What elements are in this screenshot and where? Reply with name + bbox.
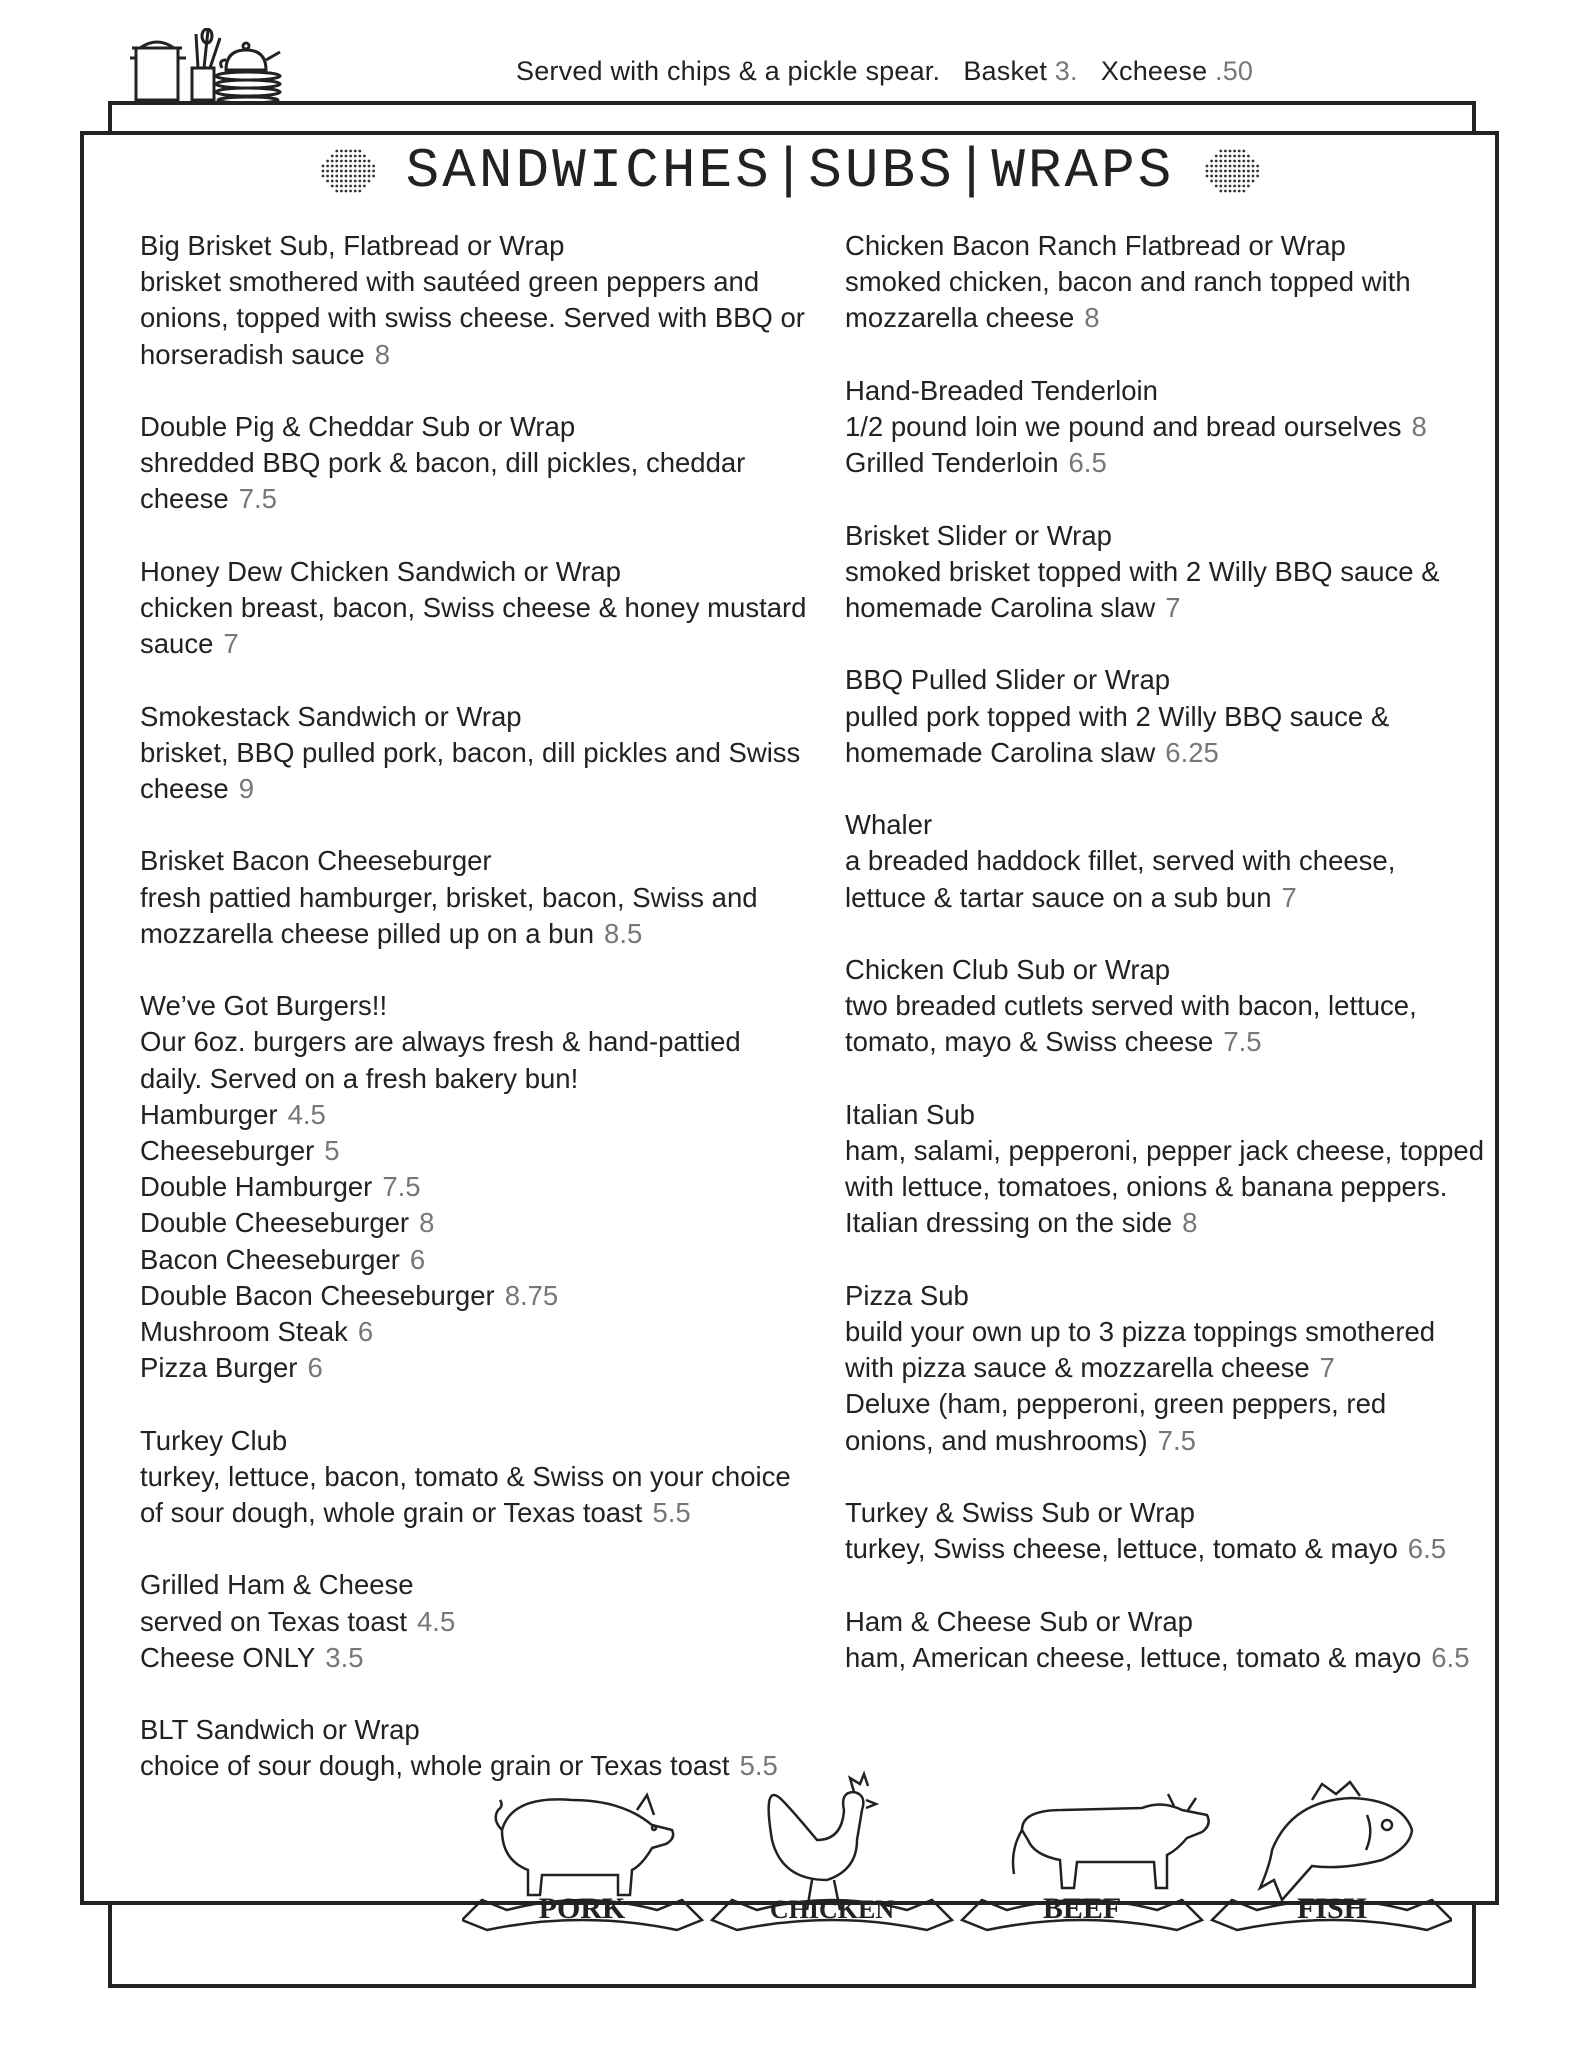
menu-item-line <box>140 300 805 336</box>
menu-text: Our 6oz. burgers are always fresh & hand-pattied <box>140 1026 741 1058</box>
menu-item-line <box>845 1386 1465 1422</box>
menu-price: 7 <box>1165 592 1181 623</box>
right-menu-column <box>845 228 1485 1712</box>
menu-item-line <box>845 554 1465 590</box>
menu-item <box>845 518 1465 627</box>
menu-item-line <box>845 843 1465 879</box>
banner-pork: PORK <box>538 1892 626 1925</box>
menu-item-line <box>140 1133 800 1169</box>
menu-item-line <box>140 337 800 373</box>
menu-price: 4.5 <box>287 1098 326 1130</box>
menu-price: 9 <box>238 773 254 804</box>
menu-price: 8 <box>1411 411 1427 442</box>
menu-item-line <box>140 1640 800 1676</box>
menu-text: a breaded haddock fillet, served with cheese, <box>845 845 1396 877</box>
menu-text: onions, and mushrooms) <box>845 1424 1148 1456</box>
menu-item <box>845 1495 1465 1567</box>
menu-text: turkey, Swiss cheese, lettuce, tomato & mayo <box>845 1533 1398 1565</box>
menu-price: 7.5 <box>382 1171 421 1203</box>
menu-item-line <box>140 1242 800 1278</box>
menu-item-title <box>845 662 1465 698</box>
basket-label: Basket <box>963 56 1048 86</box>
menu-text: with lettuce, tomatoes, onions & banana peppers. <box>845 1171 1448 1203</box>
menu-text: mozzarella cheese <box>845 302 1075 334</box>
menu-text: Brisket Bacon Cheeseburger <box>140 845 492 877</box>
menu-text: smoked chicken, bacon and ranch topped with <box>845 266 1411 298</box>
menu-text: Italian dressing on the side <box>845 1207 1173 1239</box>
menu-text: BLT Sandwich or Wrap <box>140 1714 420 1746</box>
menu-item-title <box>140 554 800 590</box>
pig-icon <box>496 1795 673 1895</box>
menu-item <box>140 409 800 518</box>
menu-text: Cheese ONLY <box>140 1641 316 1673</box>
menu-text: served on Texas toast <box>140 1605 408 1637</box>
menu-text: brisket smothered with sautéed green peppers and <box>140 266 760 298</box>
kitchen-utensils-icon <box>130 28 310 104</box>
menu-item-line <box>845 699 1465 735</box>
menu-item-title <box>140 1712 800 1748</box>
fish-icon <box>1260 1782 1412 1900</box>
menu-text: Grilled Tenderloin <box>845 447 1059 479</box>
menu-item-title <box>845 807 1465 843</box>
menu-item <box>845 1604 1470 1676</box>
menu-text: BBQ Pulled Slider or Wrap <box>845 664 1171 696</box>
menu-text: chicken breast, bacon, Swiss cheese & honey mustard <box>140 592 807 623</box>
menu-price: 8 <box>1182 1207 1198 1239</box>
menu-item <box>845 228 1465 337</box>
chips-note: Served with chips & a pickle spear. <box>516 56 941 86</box>
menu-text: sauce <box>140 628 214 660</box>
menu-item-line <box>140 735 800 771</box>
menu-item-title <box>140 1567 800 1603</box>
xcheese-label: Xcheese <box>1100 56 1208 86</box>
menu-text: Turkey & Swiss Sub or Wrap <box>845 1496 1195 1528</box>
menu-text: We’ve Got Burgers!! <box>140 990 388 1022</box>
menu-item-line <box>140 1024 800 1060</box>
menu-item-line <box>845 1350 1465 1386</box>
menu-item-title <box>140 843 800 879</box>
menu-text: Brisket Slider or Wrap <box>845 519 1112 551</box>
menu-item-line <box>140 1169 800 1205</box>
menu-item-line <box>140 626 800 662</box>
menu-item-line <box>845 735 1465 771</box>
menu-item-line <box>140 916 800 952</box>
menu-item-line <box>845 264 1465 300</box>
menu-item <box>845 1097 1485 1242</box>
menu-price: 8.75 <box>504 1279 559 1311</box>
menu-price: 6 <box>307 1352 323 1384</box>
menu-text: lettuce & tartar sauce on a sub bun <box>845 881 1272 913</box>
menu-text: Cheeseburger <box>140 1135 315 1166</box>
menu-item-line <box>845 1531 1465 1567</box>
menu-price: 5 <box>324 1135 340 1166</box>
menu-price: 8.5 <box>604 917 643 949</box>
menu-text: homemade Carolina slaw <box>845 736 1156 768</box>
menu-price: 6.5 <box>1407 1533 1447 1565</box>
menu-item-line <box>845 1314 1465 1350</box>
menu-price: 7 <box>223 628 239 660</box>
menu-item-line <box>845 409 1465 445</box>
menu-item <box>845 952 1465 1061</box>
menu-text: build your own up to 3 pizza toppings smothered <box>845 1315 1436 1347</box>
menu-item <box>140 843 800 952</box>
menu-text: homemade Carolina slaw <box>845 592 1156 623</box>
menu-item-title <box>845 1604 1465 1640</box>
menu-price: 4.5 <box>417 1605 456 1637</box>
menu-text: fresh pattied hamburger, brisket, bacon, Swiss and <box>140 881 758 913</box>
menu-price: 6.5 <box>1431 1641 1470 1673</box>
menu-item <box>140 1567 800 1676</box>
menu-item-line <box>845 1133 1485 1169</box>
menu-text: Smokestack Sandwich or Wrap <box>140 700 522 732</box>
menu-price: 7.5 <box>1223 1026 1262 1058</box>
menu-text: horseradish sauce <box>140 338 365 370</box>
menu-price: 7 <box>1281 881 1297 913</box>
menu-text: brisket, BBQ pulled pork, bacon, dill pickles and Swiss <box>140 736 801 768</box>
menu-item-line <box>140 880 800 916</box>
menu-item-title <box>140 228 800 264</box>
animal-banners <box>462 1770 1452 1950</box>
menu-item-line <box>140 1061 800 1097</box>
menu-text: smoked brisket topped with 2 Willy BBQ sauce & <box>845 555 1440 587</box>
menu-text: cheese <box>140 773 229 804</box>
menu-item-line <box>845 880 1465 916</box>
menu-price: 7.5 <box>1157 1424 1196 1456</box>
menu-item-line <box>140 771 800 807</box>
menu-item-title <box>845 518 1465 554</box>
menu-item-line <box>845 300 1465 336</box>
menu-text: Double Hamburger <box>140 1171 373 1203</box>
menu-text: cheese <box>140 483 229 515</box>
menu-price: 8 <box>374 338 391 370</box>
menu-text: Italian Sub <box>845 1098 975 1130</box>
menu-price: 7 <box>1319 1352 1335 1384</box>
menu-item-title <box>140 1423 800 1459</box>
menu-text: two breaded cutlets served with bacon, lettuce, <box>845 990 1417 1022</box>
menu-text: tomato, mayo & Swiss cheese <box>845 1026 1214 1058</box>
menu-text: Mushroom Steak <box>140 1316 348 1348</box>
menu-price: 6 <box>357 1316 374 1348</box>
menu-text: shredded BBQ pork & bacon, dill pickles, cheddar <box>140 447 746 479</box>
menu-price: 8 <box>1084 302 1100 334</box>
menu-price: 8 <box>419 1207 435 1239</box>
menu-item-line <box>140 1459 800 1495</box>
xcheese-price: .50 <box>1215 56 1254 86</box>
menu-text: Chicken Club Sub or Wrap <box>845 953 1171 985</box>
menu-item <box>140 988 800 1386</box>
left-menu-column <box>140 228 807 1821</box>
menu-item-title <box>845 228 1465 264</box>
menu-price: 7.5 <box>238 483 277 515</box>
menu-price: 3.5 <box>325 1641 364 1673</box>
rooster-icon <box>769 1774 876 1910</box>
menu-text: Whaler <box>845 809 933 841</box>
menu-item-title <box>140 988 800 1024</box>
menu-text: ham, American cheese, lettuce, tomato & mayo <box>845 1641 1422 1673</box>
menu-text: Double Cheeseburger <box>140 1207 410 1239</box>
menu-item-line <box>140 264 800 300</box>
menu-item <box>140 228 805 373</box>
menu-item-line <box>140 1278 800 1314</box>
menu-text: choice of sour dough, whole grain or Texas toast <box>140 1750 730 1782</box>
menu-text: Hamburger <box>140 1098 278 1130</box>
menu-text: Bacon Cheeseburger <box>140 1243 400 1275</box>
menu-text: pulled pork topped with 2 Willy BBQ sauce & <box>845 700 1390 732</box>
menu-item-title <box>140 409 800 445</box>
menu-text: Ham & Cheese Sub or Wrap <box>845 1605 1193 1637</box>
serving-note <box>516 56 1253 87</box>
menu-text: Double Bacon Cheeseburger <box>140 1279 495 1311</box>
menu-price: 6.5 <box>1068 447 1107 479</box>
menu-item <box>845 373 1465 482</box>
menu-text: Pizza Sub <box>845 1279 969 1311</box>
menu-text: with pizza sauce & mozzarella cheese <box>845 1352 1310 1384</box>
menu-item-title <box>845 1097 1465 1133</box>
menu-item-line <box>845 1024 1465 1060</box>
menu-item-title <box>845 1495 1465 1531</box>
menu-text: Big Brisket Sub, Flatbread or Wrap <box>140 230 565 261</box>
menu-item <box>140 1423 800 1532</box>
banner-fish: FISH <box>1296 1892 1368 1925</box>
menu-item-line <box>845 988 1465 1024</box>
menu-item-line <box>845 590 1465 626</box>
menu-text: Chicken Bacon Ranch Flatbread or Wrap <box>845 230 1346 261</box>
menu-item-line <box>140 590 807 626</box>
menu-item-line <box>845 1169 1465 1205</box>
cow-icon <box>1013 1794 1209 1888</box>
title-row <box>100 136 1480 206</box>
dot-ornament-icon <box>1202 145 1262 197</box>
menu-text: 1/2 pound loin we pound and bread ourselves <box>845 411 1402 442</box>
menu-text: Grilled Ham & Cheese <box>140 1569 414 1601</box>
menu-item-title <box>845 373 1465 409</box>
menu-text: of sour dough, whole grain or Texas toast <box>140 1497 643 1529</box>
menu-item-line <box>140 1314 800 1350</box>
menu-item-title <box>140 699 800 735</box>
menu-item-line <box>845 1205 1465 1241</box>
page-title: SANDWICHES|SUBS|WRAPS <box>405 139 1175 203</box>
menu-item <box>140 699 800 808</box>
menu-item-line <box>845 445 1465 481</box>
menu-price: 6 <box>409 1243 426 1275</box>
menu-text: daily. Served on a fresh bakery bun! <box>140 1062 579 1094</box>
basket-price: 3. <box>1054 56 1078 86</box>
menu-text: Hand-Breaded Tenderloin <box>845 374 1158 406</box>
menu-item-title <box>845 952 1465 988</box>
menu-item-line <box>140 481 800 517</box>
menu-item-line <box>140 1495 800 1531</box>
menu-text: Honey Dew Chicken Sandwich or Wrap <box>140 555 621 587</box>
menu-text: Pizza Burger <box>140 1352 298 1384</box>
banner-chicken: CHICKEN <box>769 1895 895 1924</box>
menu-text: onions, topped with swiss cheese. Served with BBQ or <box>140 302 805 334</box>
menu-item-line <box>845 1423 1465 1459</box>
menu-item-line <box>140 1604 800 1640</box>
menu-item-line <box>845 1640 1470 1676</box>
menu-text: Deluxe (ham, pepperoni, green peppers, red <box>845 1388 1387 1420</box>
menu-price: 6.25 <box>1165 736 1219 768</box>
menu-text: Double Pig & Cheddar Sub or Wrap <box>140 411 576 442</box>
menu-item-line <box>140 1097 800 1133</box>
dot-ornament-icon <box>318 145 378 197</box>
menu-text: mozzarella cheese pilled up on a bun <box>140 917 595 949</box>
menu-text: ham, salami, pepperoni, pepper jack cheese, topped <box>845 1134 1485 1166</box>
menu-item <box>845 662 1465 771</box>
menu-item-line <box>140 445 800 481</box>
menu-price: 5.5 <box>739 1750 778 1782</box>
menu-item-line <box>140 1205 800 1241</box>
menu-item <box>845 1278 1465 1459</box>
menu-price: 5.5 <box>652 1497 691 1529</box>
menu-text: Turkey Club <box>140 1424 288 1456</box>
menu-item <box>845 807 1465 916</box>
menu-item-title <box>845 1278 1465 1314</box>
banner-beef: BEEF <box>1042 1892 1122 1925</box>
menu-item <box>140 554 807 663</box>
menu-text: turkey, lettuce, bacon, tomato & Swiss on your choice <box>140 1460 791 1492</box>
menu-item-line <box>140 1350 800 1386</box>
